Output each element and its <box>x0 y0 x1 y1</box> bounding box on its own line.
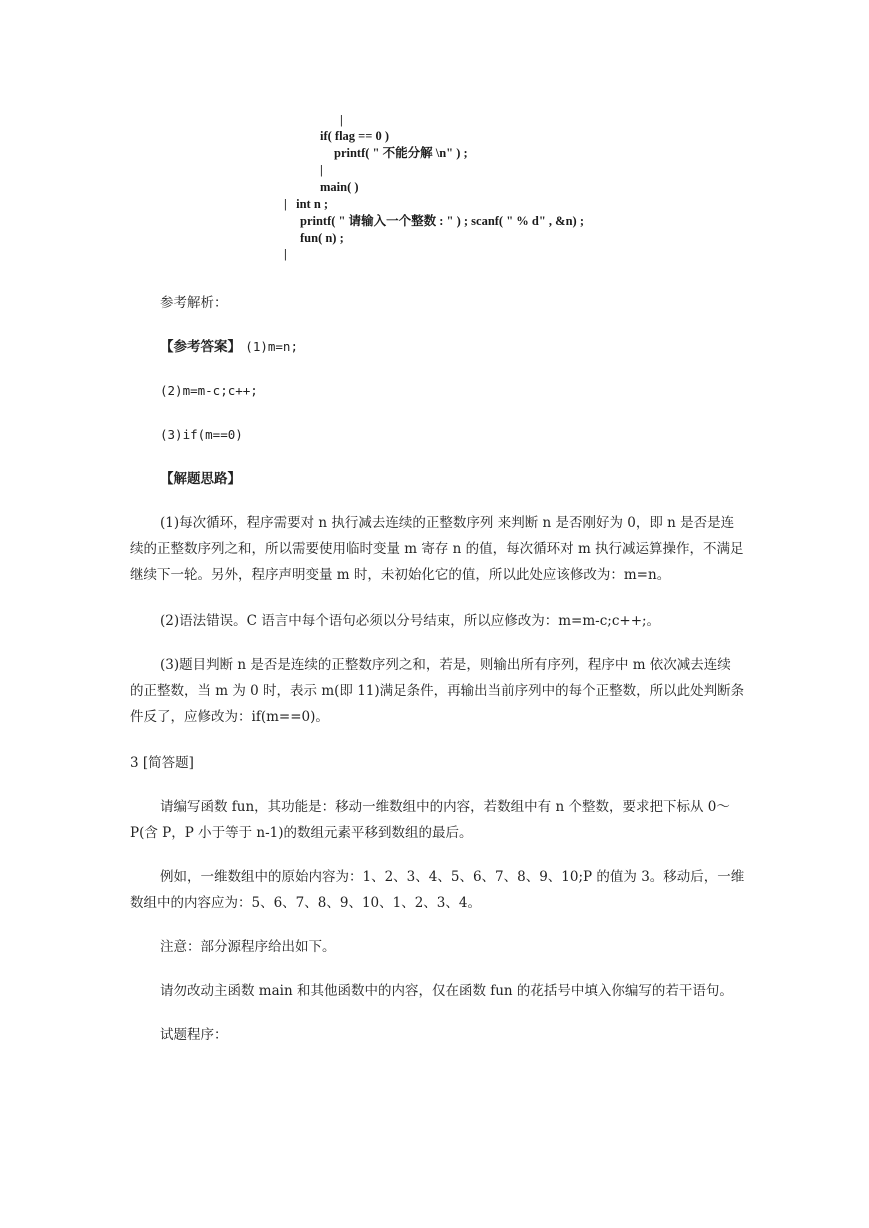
approach-paragraph-1 <box>130 510 744 588</box>
question-description <box>130 794 730 846</box>
code-line: printf( " 不能分解 \n" ) ; <box>334 146 468 160</box>
code-line: | <box>284 247 287 261</box>
analysis-label: 参考解析： <box>160 295 228 311</box>
text-line: P(含 P，P 小于等于 n-1)的数组元素平移到数组的最后。 <box>130 825 473 841</box>
code-line: | <box>340 113 343 127</box>
question-note: 注意：部分源程序给出如下。 <box>160 939 336 955</box>
text-line: 请编写函数 fun，其功能是：移动一维数组中的内容，若数组中有 n 个整数，要求把下标从 0～ <box>160 799 730 815</box>
code-line: | <box>320 163 323 177</box>
text-line: 件反了，应修改为：if(m==0)。 <box>130 709 329 725</box>
text-line: 数组中的内容应为：5、6、7、8、9、10、1、2、3、4。 <box>130 895 481 911</box>
text-line: 续的正整数序列之和，所以需要使用临时变量 m 寄存 n 的值，每次循环对 m 执行减运算操作，不满足 <box>130 541 744 557</box>
code-line: printf( " 请输入一个整数 : " ) ; scanf( " % d" , &n) ; <box>300 214 584 228</box>
code-line: if( flag == 0 ) <box>320 129 390 143</box>
approach-paragraph-2: (2)语法错误。C 语言中每个语句必须以分号结束，所以应修改为：m=m-c;c++;。 <box>160 613 661 629</box>
question-example <box>130 864 745 916</box>
text-line: 继续下一轮。另外，程序声明变量 m 时，未初始化它的值，所以此处应该修改为：m=n。 <box>130 567 671 583</box>
question-header: 3 [简答题] <box>130 755 194 771</box>
text-line: (3)题目判断 n 是否是连续的正整数序列之和，若是，则输出所有序列，程序中 m 依次减去连续 <box>160 657 731 673</box>
approach-paragraph-3 <box>130 652 745 730</box>
program-label: 试题程序： <box>160 1027 228 1043</box>
text-line: 例如，一维数组中的原始内容为：1、2、3、4、5、6、7、8、9、10;P 的值为 3。移动后，一维 <box>160 869 745 885</box>
text-line: 的正整数，当 m 为 0 时，表示 m(即 11)满足条件，再输出当前序列中的每个正整数，所以此处判断条 <box>130 683 745 699</box>
question-instruction: 请勿改动主函数 main 和其他函数中的内容，仅在函数 fun 的花括号中填入你编写的若干语句。 <box>160 983 733 999</box>
approach-label: 【解题思路】 <box>160 471 241 487</box>
code-line: fun( n) ; <box>300 231 344 245</box>
answer-line-1 <box>160 334 740 360</box>
answer-1: (1)m=n; <box>245 339 298 354</box>
answer-2: (2)m=m-c;c++; <box>160 383 258 398</box>
answer-label: 【参考答案】 <box>160 339 241 355</box>
answer-3: (3)if(m==0) <box>160 427 243 442</box>
code-line: main( ) <box>320 180 359 194</box>
text-line: (1)每次循环，程序需要对 n 执行减去连续的正整数序列 来判断 n 是否刚好为 0，即 n 是否是连 <box>160 515 735 531</box>
code-snippet-image <box>282 112 612 264</box>
code-line: | int n ; <box>284 197 329 211</box>
